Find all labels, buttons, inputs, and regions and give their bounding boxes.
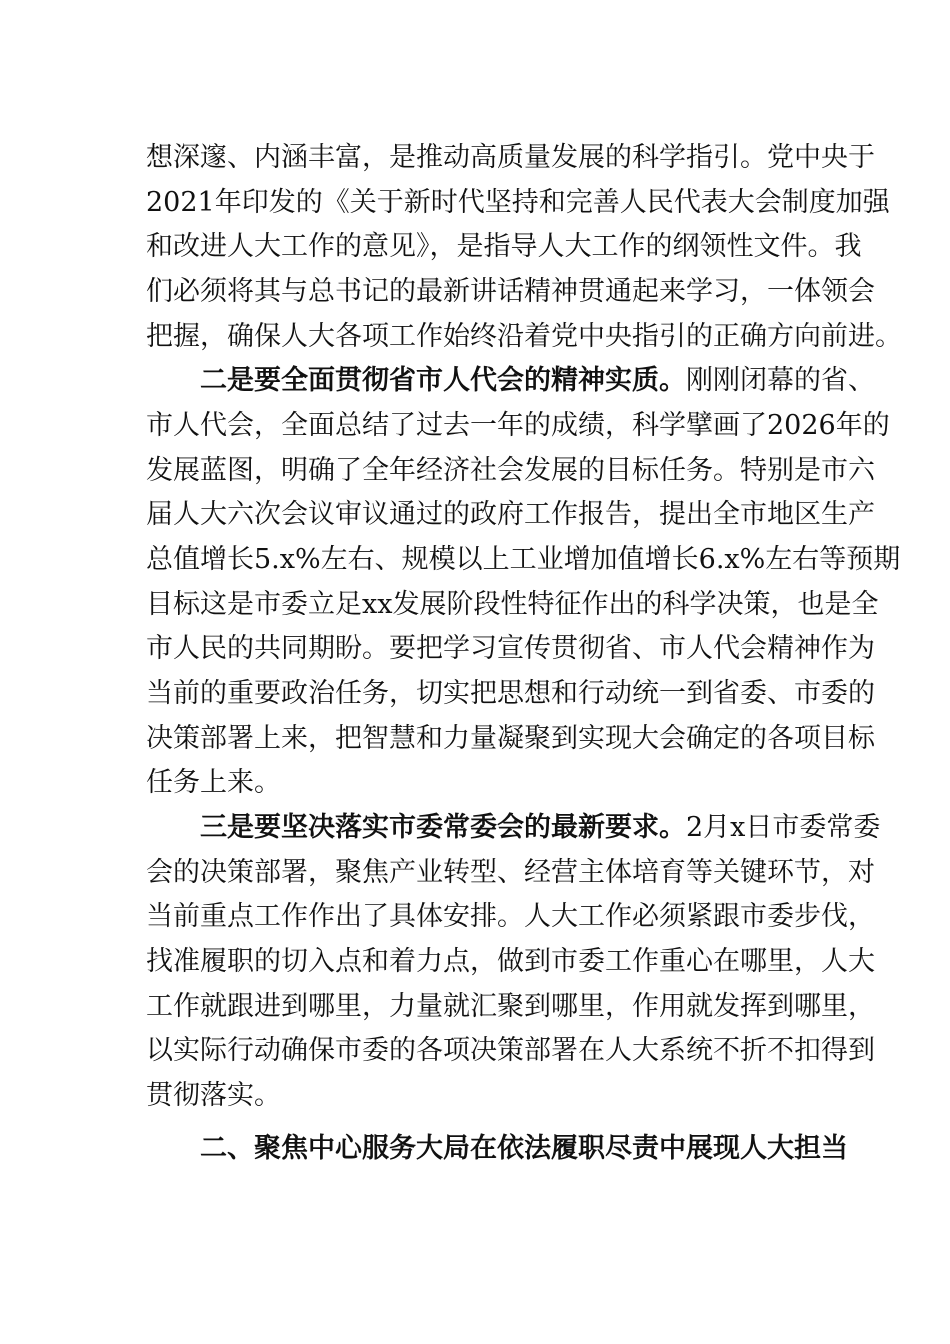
paragraph-line: 工作就跟进到哪里，力量就汇聚到哪里，作用就发挥到哪里， [146,991,875,1022]
paragraph-line: 和改进人大工作的意见》，是指导人大工作的纲领性文件。我 [146,231,862,262]
paragraph-line: 市人代会，全面总结了过去一年的成绩，科学擘画了2026年的 [146,410,890,441]
paragraph-line: 想深邃、内涵丰富，是推动高质量发展的科学指引。党中央于 [146,142,875,173]
paragraph-line: 找准履职的切入点和着力点，做到市委工作重心在哪里，人大 [146,946,875,977]
section-heading: 二、聚焦中心服务大局在依法履职尽责中展现人大担当 [200,1133,848,1164]
paragraph-line: 把握，确保人大各项工作始终沿着党中央指引的正确方向前进。 [146,321,902,352]
section-three-lead: 三是要坚决落实市委常委会的最新要求。 [200,812,686,843]
paragraph-line: 市人民的共同期盼。要把学习宣传贯彻省、市人代会精神作为 [146,633,875,664]
paragraph-line: 当前重点工作作出了具体安排。人大工作必须紧跟市委步伐， [146,901,875,932]
paragraph-line: 当前的重要政治任务，切实把思想和行动统一到省委、市委的 [146,678,875,709]
section-three-first-line [200,808,881,848]
section-two-first-line [200,361,875,401]
paragraph-line: 任务上来。 [146,767,281,798]
paragraph-line: 发展蓝图，明确了全年经济社会发展的目标任务。特别是市六 [146,455,875,486]
paragraph-line: 2021年印发的《关于新时代坚持和完善人民代表大会制度加强 [146,187,890,218]
paragraph-line: 们必须将其与总书记的最新讲话精神贯通起来学习，一体领会 [146,276,875,307]
paragraph-line: 届人大六次会议审议通过的政府工作报告，提出全市地区生产 [146,499,875,530]
section-three-first-line-rest: 2月x日市委常委 [686,812,881,843]
paragraph-line: 目标这是市委立足xx发展阶段性特征作出的科学决策，也是全 [146,589,879,620]
section-two-first-line-rest: 刚刚闭幕的省、 [686,365,875,396]
paragraph-line: 会的决策部署，聚焦产业转型、经营主体培育等关键环节，对 [146,857,875,888]
paragraph-line: 以实际行动确保市委的各项决策部署在人大系统不折不扣得到 [146,1035,875,1066]
paragraph-line: 总值增长5.x%左右、规模以上工业增加值增长6.x%左右等预期 [146,544,901,575]
paragraph-line: 决策部署上来，把智慧和力量凝聚到实现大会确定的各项目标 [146,723,875,754]
section-two-lead: 二是要全面贯彻省市人代会的精神实质。 [200,365,686,396]
paragraph-line: 贯彻落实。 [146,1080,281,1111]
